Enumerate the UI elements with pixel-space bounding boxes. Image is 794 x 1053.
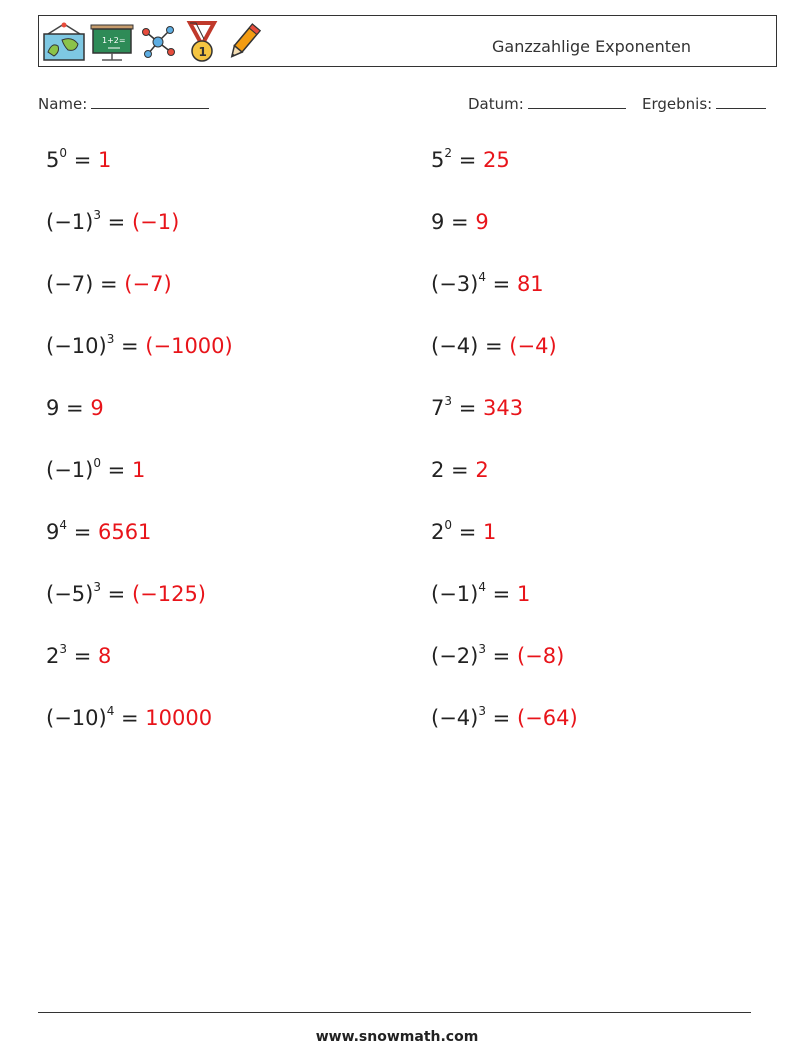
- problem-exponent: 4: [478, 270, 486, 284]
- problem-item: [46, 520, 151, 544]
- problem-base: 9: [46, 520, 60, 544]
- equals-sign: =: [444, 458, 476, 482]
- name-label: Name:: [38, 95, 88, 113]
- problem-base: 5: [46, 148, 60, 172]
- problem-base: (−3): [431, 272, 479, 296]
- equals-sign: =: [67, 520, 98, 544]
- problem-base: 2: [46, 644, 60, 668]
- problem-item: [431, 706, 578, 730]
- problem-answer: 1: [97, 148, 112, 172]
- problem-answer: (−7): [124, 272, 172, 296]
- problem-answer: 1: [482, 520, 497, 544]
- chalkboard-icon: [90, 22, 134, 62]
- problem-answer: 9: [90, 396, 104, 420]
- problem-item: [431, 644, 564, 668]
- problem-base: 2: [431, 458, 445, 482]
- problem-answer: 343: [482, 396, 524, 420]
- problem-answer: (−64): [516, 706, 578, 730]
- equals-sign: =: [485, 272, 517, 296]
- svg-text:1+2=: 1+2=: [102, 36, 126, 45]
- problem-exponent: 0: [93, 456, 101, 470]
- result-label: Ergebnis:: [642, 95, 713, 113]
- problem-exponent: 4: [106, 704, 115, 718]
- problem-base: 9: [431, 210, 445, 234]
- problem-item: [431, 272, 544, 296]
- problem-base: (−7): [46, 272, 94, 296]
- problem-item: [46, 334, 233, 358]
- problem-base: (−10): [46, 334, 107, 358]
- problem-answer: 1: [131, 458, 146, 482]
- header-icons: [42, 19, 262, 65]
- equals-sign: =: [478, 334, 510, 358]
- name-blank[interactable]: [91, 94, 209, 109]
- problem-item: [431, 396, 523, 420]
- problem-item: [431, 334, 557, 358]
- problem-base: 2: [431, 520, 445, 544]
- problem-answer: 2: [475, 458, 489, 482]
- problem-base: (−1): [46, 458, 94, 482]
- problem-item: [46, 210, 179, 234]
- problem-base: 7: [431, 396, 445, 420]
- equals-sign: =: [100, 458, 132, 482]
- equals-sign: =: [444, 210, 476, 234]
- problem-answer: (−1): [131, 210, 180, 234]
- problem-item: [46, 582, 206, 606]
- equals-sign: =: [93, 272, 125, 296]
- equals-sign: =: [67, 148, 98, 172]
- equals-sign: =: [485, 644, 517, 668]
- problem-item: [431, 458, 489, 482]
- pencil-icon: [226, 21, 262, 63]
- problem-answer: 6561: [97, 520, 152, 544]
- date-label: Datum:: [468, 95, 524, 113]
- equals-sign: =: [485, 706, 517, 730]
- map-icon: [42, 22, 86, 62]
- equals-sign: =: [100, 210, 132, 234]
- problem-item: [431, 210, 489, 234]
- molecule-icon: [138, 22, 178, 62]
- problem-base: 9: [46, 396, 60, 420]
- problem-item: [46, 458, 145, 482]
- footer-url[interactable]: www.snowmath.com: [315, 1029, 479, 1045]
- problem-exponent: 3: [93, 208, 101, 222]
- page-title: Ganzzahlige Exponenten: [492, 37, 691, 56]
- problem-exponent: 4: [478, 580, 486, 594]
- problem-item: [46, 148, 111, 172]
- problem-base: (−5): [46, 582, 94, 606]
- problem-answer: 9: [475, 210, 489, 234]
- equals-sign: =: [100, 582, 132, 606]
- date-field[interactable]: [468, 94, 626, 113]
- problem-exponent: 3: [478, 642, 486, 656]
- problem-base: (−1): [46, 210, 94, 234]
- equals-sign: =: [67, 644, 98, 668]
- problem-answer: (−125): [131, 582, 207, 606]
- problem-answer: 8: [97, 644, 112, 668]
- problem-item: [46, 272, 172, 296]
- equals-sign: =: [114, 706, 146, 730]
- problem-answer: 81: [516, 272, 544, 296]
- problem-exponent: 3: [444, 394, 453, 408]
- name-field[interactable]: [38, 94, 209, 113]
- problem-base: (−10): [46, 706, 107, 730]
- problem-exponent: 4: [59, 518, 68, 532]
- problem-exponent: 3: [93, 580, 101, 594]
- problem-answer: (−8): [516, 644, 565, 668]
- footer-divider: [38, 1012, 751, 1013]
- problem-item: [46, 644, 111, 668]
- header-box: [38, 15, 777, 67]
- equals-sign: =: [485, 582, 517, 606]
- problem-item: [431, 148, 510, 172]
- equals-sign: =: [59, 396, 91, 420]
- problem-exponent: 0: [59, 146, 68, 160]
- problem-base: 5: [431, 148, 445, 172]
- equals-sign: =: [452, 396, 483, 420]
- problem-answer: (−1000): [145, 334, 233, 358]
- problem-answer: 25: [482, 148, 510, 172]
- problem-item: [431, 520, 496, 544]
- result-blank[interactable]: [716, 94, 766, 109]
- problem-base: (−4): [431, 706, 479, 730]
- date-blank[interactable]: [528, 94, 626, 109]
- result-field[interactable]: [642, 94, 766, 113]
- problem-item: [46, 706, 212, 730]
- problem-exponent: 3: [478, 704, 486, 718]
- problem-base: (−4): [431, 334, 479, 358]
- equals-sign: =: [452, 520, 483, 544]
- medal-icon: [182, 21, 222, 63]
- problem-item: [431, 582, 530, 606]
- svg-text:1: 1: [198, 45, 207, 59]
- problem-base: (−1): [431, 582, 479, 606]
- problem-exponent: 3: [106, 332, 115, 346]
- problem-answer: 10000: [145, 706, 213, 730]
- problem-answer: (−4): [509, 334, 557, 358]
- problem-base: (−2): [431, 644, 479, 668]
- problem-item: [46, 396, 104, 420]
- equals-sign: =: [452, 148, 483, 172]
- problem-exponent: 0: [444, 518, 453, 532]
- problem-answer: 1: [516, 582, 531, 606]
- equals-sign: =: [114, 334, 146, 358]
- problem-exponent: 2: [444, 146, 453, 160]
- problem-exponent: 3: [59, 642, 68, 656]
